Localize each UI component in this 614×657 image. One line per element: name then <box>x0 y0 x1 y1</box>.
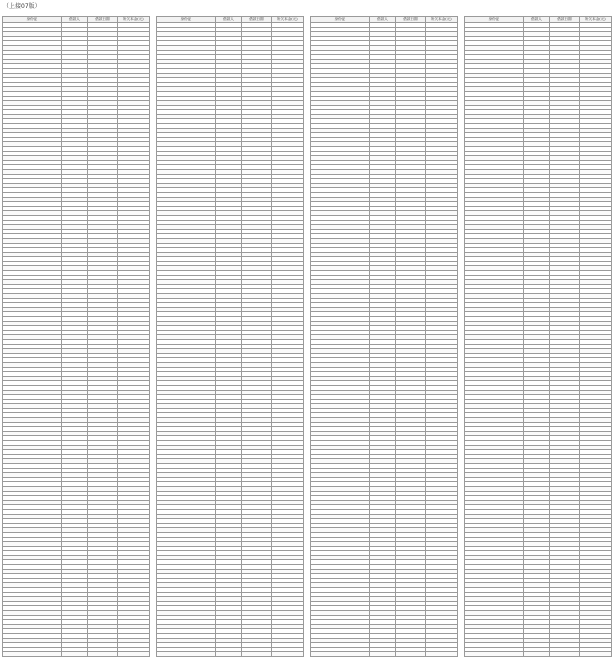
header-id-card: 身份证 <box>157 17 216 23</box>
header-loan-date: 借款日期 <box>242 17 271 23</box>
table-column-2 <box>156 9 304 657</box>
header-loan-date: 借款日期 <box>550 17 579 23</box>
table-cell <box>271 652 303 657</box>
table-cell <box>3 652 62 657</box>
table-cell <box>425 652 457 657</box>
table-cell <box>117 652 149 657</box>
table-cell <box>215 652 241 657</box>
table-cell <box>465 652 524 657</box>
debtor-table <box>2 16 150 657</box>
table-cell <box>157 652 216 657</box>
header-id-card: 身份证 <box>3 17 62 23</box>
table-row <box>311 652 458 657</box>
table-cell <box>550 652 579 657</box>
table-cell <box>61 652 87 657</box>
header-id-card: 身份证 <box>465 17 524 23</box>
table-cell <box>523 652 549 657</box>
table-title <box>310 9 458 16</box>
debtor-table <box>464 16 612 657</box>
header-loan-date: 借款日期 <box>88 17 117 23</box>
header-borrower: 借款人 <box>215 17 241 23</box>
table-column-1 <box>2 9 150 657</box>
header-principal: 所欠本金(元) <box>117 17 149 23</box>
table-column-3 <box>310 9 458 657</box>
table-cell <box>311 652 370 657</box>
header-borrower: 借款人 <box>369 17 395 23</box>
header-borrower: 借款人 <box>61 17 87 23</box>
table-title <box>2 9 150 16</box>
table-column-4 <box>464 9 612 657</box>
table-row <box>465 652 612 657</box>
table-cell <box>88 652 117 657</box>
table-row <box>3 652 150 657</box>
table-body <box>157 23 304 657</box>
header-id-card: 身份证 <box>311 17 370 23</box>
page-continuation-note: （上接07版） <box>3 3 41 10</box>
header-principal: 所欠本金(元) <box>271 17 303 23</box>
header-loan-date: 借款日期 <box>396 17 425 23</box>
table-body <box>311 23 458 657</box>
table-row <box>157 652 304 657</box>
table-title <box>464 9 612 16</box>
table-cell <box>242 652 271 657</box>
debtor-table <box>310 16 458 657</box>
header-principal: 所欠本金(元) <box>425 17 457 23</box>
table-body <box>3 23 150 657</box>
table-title <box>156 9 304 16</box>
table-body <box>465 23 612 657</box>
table-cell <box>579 652 611 657</box>
table-cell <box>396 652 425 657</box>
table-cell <box>369 652 395 657</box>
header-borrower: 借款人 <box>523 17 549 23</box>
debtor-table <box>156 16 304 657</box>
header-principal: 所欠本金(元) <box>579 17 611 23</box>
